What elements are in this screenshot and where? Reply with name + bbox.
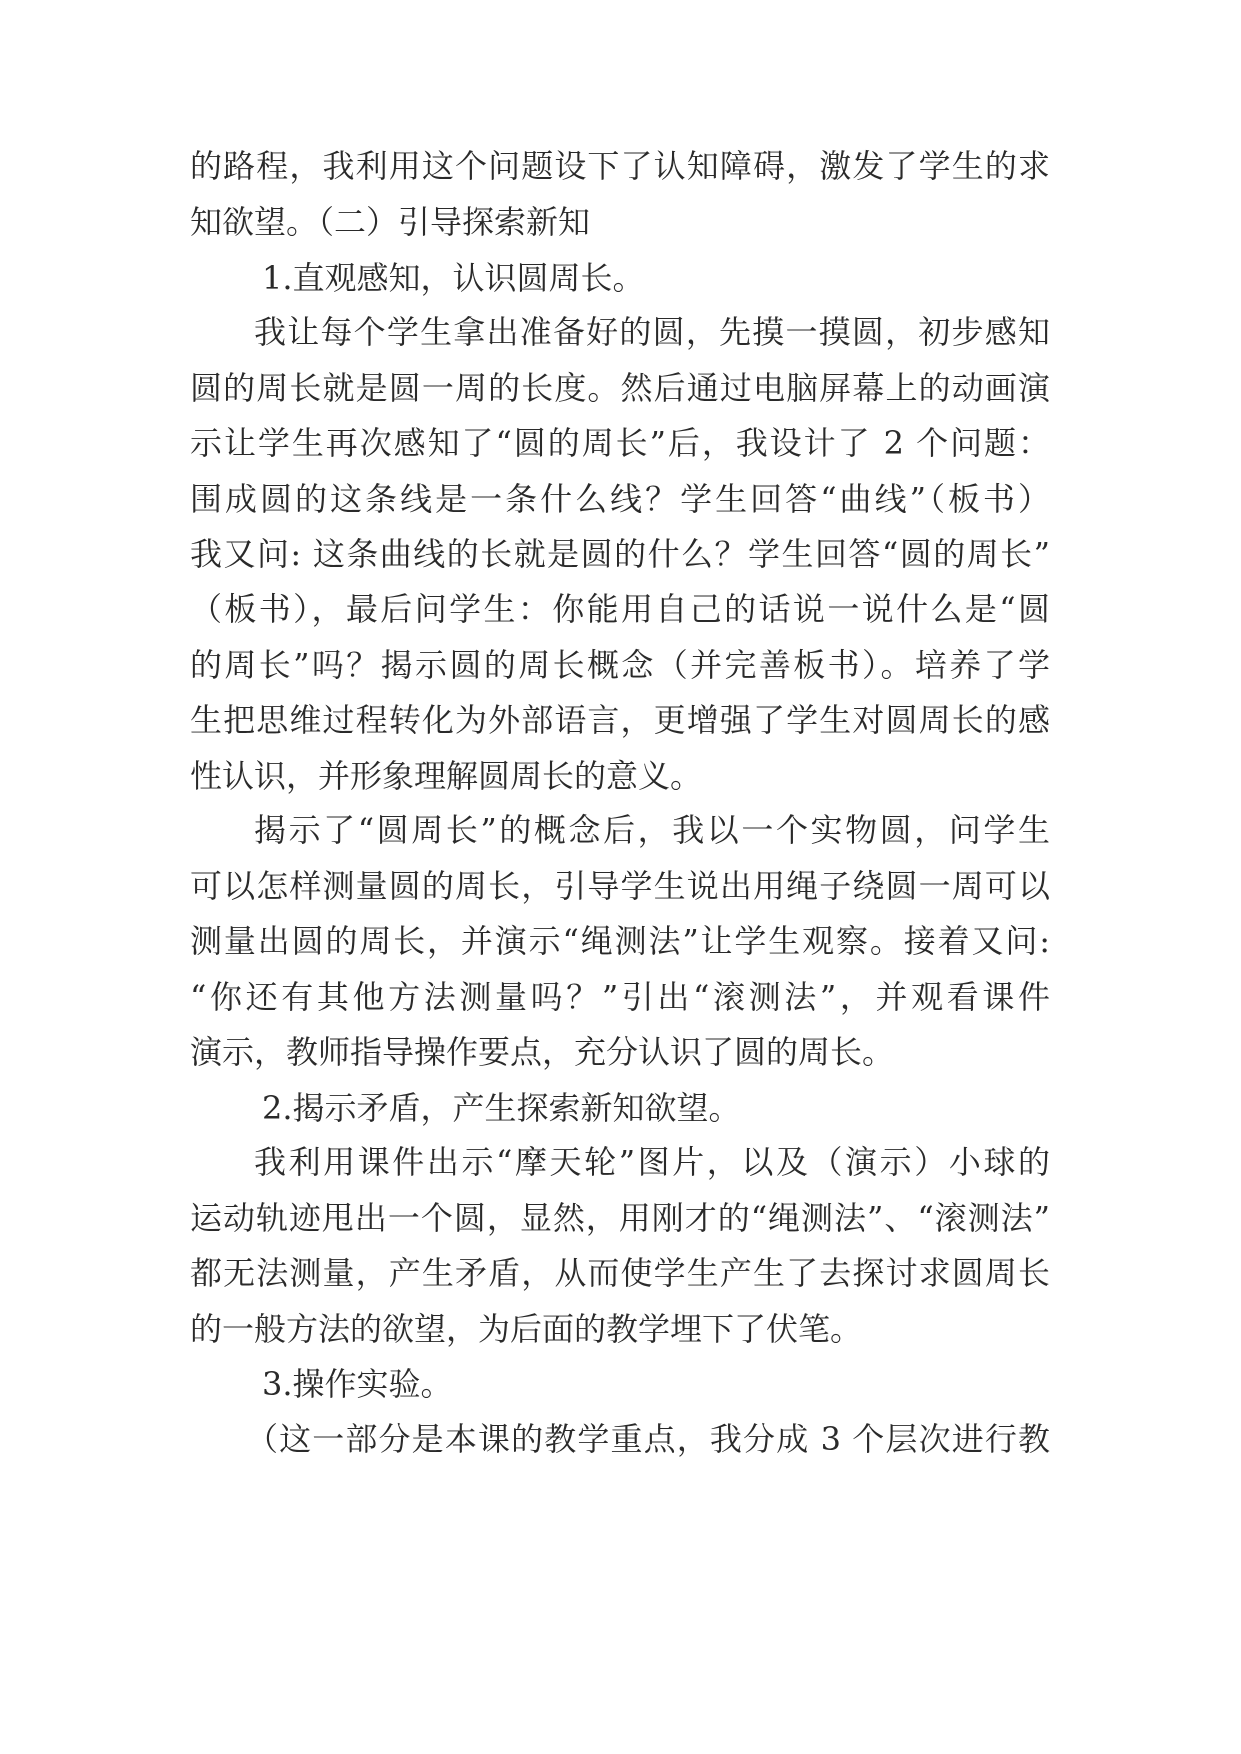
text-line: 围成圆的这条线是一条什么线？学生回答“曲线”（板书）: [190, 480, 1050, 518]
text-line: 我利用课件出示“摩天轮”图片，以及（演示）小球的: [254, 1143, 1050, 1181]
text-line: 的路程，我利用这个问题设下了认知障碍，激发了学生的求: [190, 147, 1050, 185]
text-line: 的周长”吗？揭示圆的周长概念（并完善板书）。培养了学: [190, 646, 1050, 684]
text-line: 知欲望。（二）引导探索新知: [190, 203, 591, 241]
numbered-heading: 2.揭示矛盾，产生探索新知欲望。: [262, 1089, 741, 1127]
numbered-heading: 1.直观感知，认识圆周长。: [262, 259, 645, 297]
text-line: 圆的周长就是圆一周的长度。然后通过电脑屏幕上的动画演: [190, 369, 1050, 407]
text-line: 性认识，并形象理解圆周长的意义。: [190, 757, 703, 795]
text-line: 我让每个学生拿出准备好的圆，先摸一摸圆，初步感知: [254, 313, 1050, 351]
text-line: 都无法测量，产生矛盾，从而使学生产生了去探讨求圆周长: [190, 1254, 1050, 1292]
numbered-heading: 3.操作实验。: [262, 1365, 453, 1403]
text-line: “你还有其他方法测量吗？”引出“滚测法”，并观看课件: [190, 978, 1050, 1016]
text-line: 揭示了“圆周长”的概念后，我以一个实物圆，问学生: [254, 811, 1050, 849]
text-line: 演示，教师指导操作要点，充分认识了圆的周长。: [190, 1033, 895, 1071]
text-line: 我又问: 这条曲线的长就是圆的什么？学生回答“圆的周长”: [190, 535, 1050, 573]
text-line: 生把思维过程转化为外部语言，更增强了学生对圆周长的感: [190, 701, 1050, 739]
text-line: 运动轨迹甩出一个圆，显然，用刚才的“绳测法”、“滚测法”: [190, 1199, 1050, 1237]
text-line: 测量出圆的周长，并演示“绳测法”让学生观察。接着又问:: [190, 922, 1050, 960]
text-line: 的一般方法的欲望，为后面的教学埋下了伏笔。: [190, 1310, 863, 1348]
text-line: 可以怎样测量圆的周长，引导学生说出用绳子绕圆一周可以: [190, 867, 1050, 905]
text-line: 示让学生再次感知了“圆的周长”后，我设计了 2 个问题：: [190, 424, 1050, 462]
text-line: （板书），最后问学生：你能用自己的话说一说什么是“圆: [190, 590, 1050, 628]
text-line: （这一部分是本课的教学重点，我分成 3 个层次进行教: [246, 1420, 1050, 1458]
